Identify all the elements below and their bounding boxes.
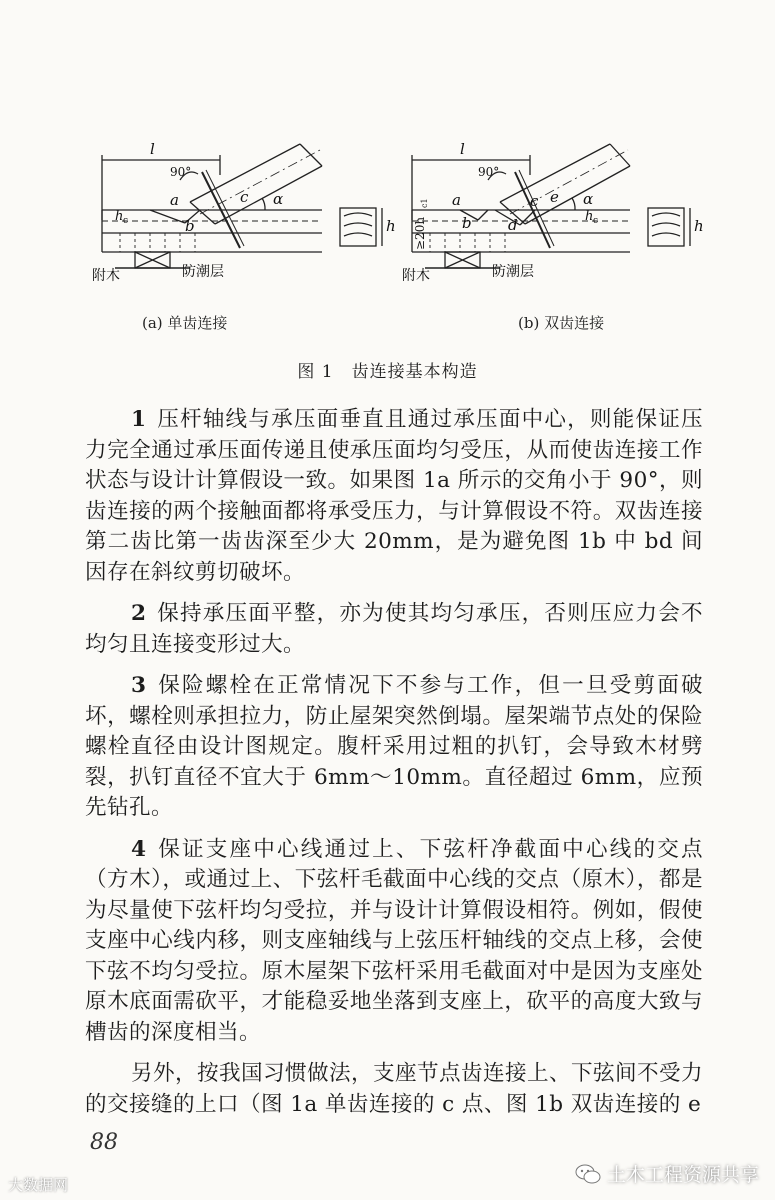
label-b-a: a <box>452 191 461 209</box>
figure-tooth-connection <box>90 130 710 350</box>
label-a-h: h <box>386 217 396 235</box>
label-b-dim-sub: c1 <box>420 198 429 208</box>
paragraph-number: 4 <box>131 836 147 862</box>
label-b-alpha: α <box>583 190 594 208</box>
label-b-e: e <box>550 188 559 206</box>
label-a-c: c <box>240 188 249 206</box>
body-text <box>85 405 703 1120</box>
label-b-fangchao: 防潮层 <box>492 264 534 280</box>
figure-caption: 图 1 齿连接基本构造 <box>297 362 478 382</box>
label-b-h: h <box>694 217 704 235</box>
label-a-l: l <box>150 140 155 158</box>
label-a-a: a <box>170 191 179 209</box>
label-a-fumu: 附木 <box>92 268 120 284</box>
subcaption-a: (a) 单齿连接 <box>142 314 228 332</box>
label-b-c: c <box>530 192 539 210</box>
paragraph-4 <box>85 835 703 1049</box>
paragraph-5 <box>85 1059 703 1120</box>
label-a-angle: 90° <box>170 165 192 179</box>
label-b-b: b <box>462 214 472 232</box>
label-b-hc-sub: c <box>593 216 599 226</box>
paragraph-text: 保险螺栓在正常情况下不参与工作，但一旦受剪面破坏，螺栓则承担拉力，防止屋架突然倒塌。屋架端节点处的保险螺栓直径由设计图规定。腹杆采用过粗的扒钉，会导致木材劈裂，扒钉直径不宜大于 6mm～10mm。直径超过 6mm，应预先钻孔。 <box>85 673 703 820</box>
page-number: 88 <box>90 1130 118 1155</box>
label-b-fumu: 附木 <box>402 268 430 284</box>
label-b-angle: 90° <box>478 165 500 179</box>
label-a-b: b <box>185 217 195 235</box>
paragraph-text: 保持承压面平整，亦为使其均匀承压，否则压应力会不均匀且连接变形过大。 <box>85 601 703 657</box>
label-a-fangchao: 防潮层 <box>182 264 224 280</box>
paragraph-number: 3 <box>131 673 147 698</box>
paragraph-2 <box>85 599 703 660</box>
label-b-l: l <box>460 140 465 158</box>
paragraph-1 <box>85 405 703 588</box>
paragraph-number: 2 <box>131 601 147 626</box>
paragraph-text: 另外，按我国习惯做法，支座节点齿连接上、下弦间不受力的交接缝的上口（图 1a 单齿连接的 c 点、图 1b 双齿连接的 e <box>85 1061 703 1117</box>
subcaption-b: (b) 双齿连接 <box>518 314 605 332</box>
label-a-hc: h <box>115 209 124 224</box>
paragraph-text: 保证支座中心线通过上、下弦杆净截面中心线的交点（方木），或通过上、下弦杆毛截面中心线的交点（原木），都是为尽量使下弦杆均匀受拉，并与设计计算假设相符。例如，假使支座中心线内移，则支座轴线与上弦压杆轴线的交点上移，会使下弦不均匀受拉。原木屋架下弦杆采用毛截面对中是因为支座处原木底面需砍平，才能稳妥地坐落到支座上，砍平的高度大致与槽齿的深度相当。 <box>85 836 703 1045</box>
label-b-d: d <box>508 216 518 234</box>
label-a-hc-sub: c <box>123 216 129 226</box>
paragraph-3 <box>85 671 703 824</box>
label-b-dim: ≥20h <box>413 216 427 250</box>
label-a-alpha: α <box>273 190 284 208</box>
watermark-left: 大数据网 <box>8 1176 69 1194</box>
watermark-right-text: 土木工程资源共享 <box>606 1164 759 1186</box>
label-b-hc: h <box>585 209 594 224</box>
paragraph-number: 1 <box>131 407 147 432</box>
wechat-icon <box>575 1163 601 1185</box>
paragraph-text: 压杆轴线与承压面垂直且通过承压面中心，则能保证压力完全通过承压面传递且使承压面均匀受压，从而使齿连接工作状态与设计计算假设一致。如果图 1a 所示的交角小于 90°，则齿连接的两个接触面都将承受压力，与计算假设不符。双齿连接第二齿比第一齿齿深至少大 20mm，是为避免图 1b 中 bd 间因存在斜纹剪切破坏。 <box>85 407 703 585</box>
watermark-right <box>575 1160 759 1187</box>
